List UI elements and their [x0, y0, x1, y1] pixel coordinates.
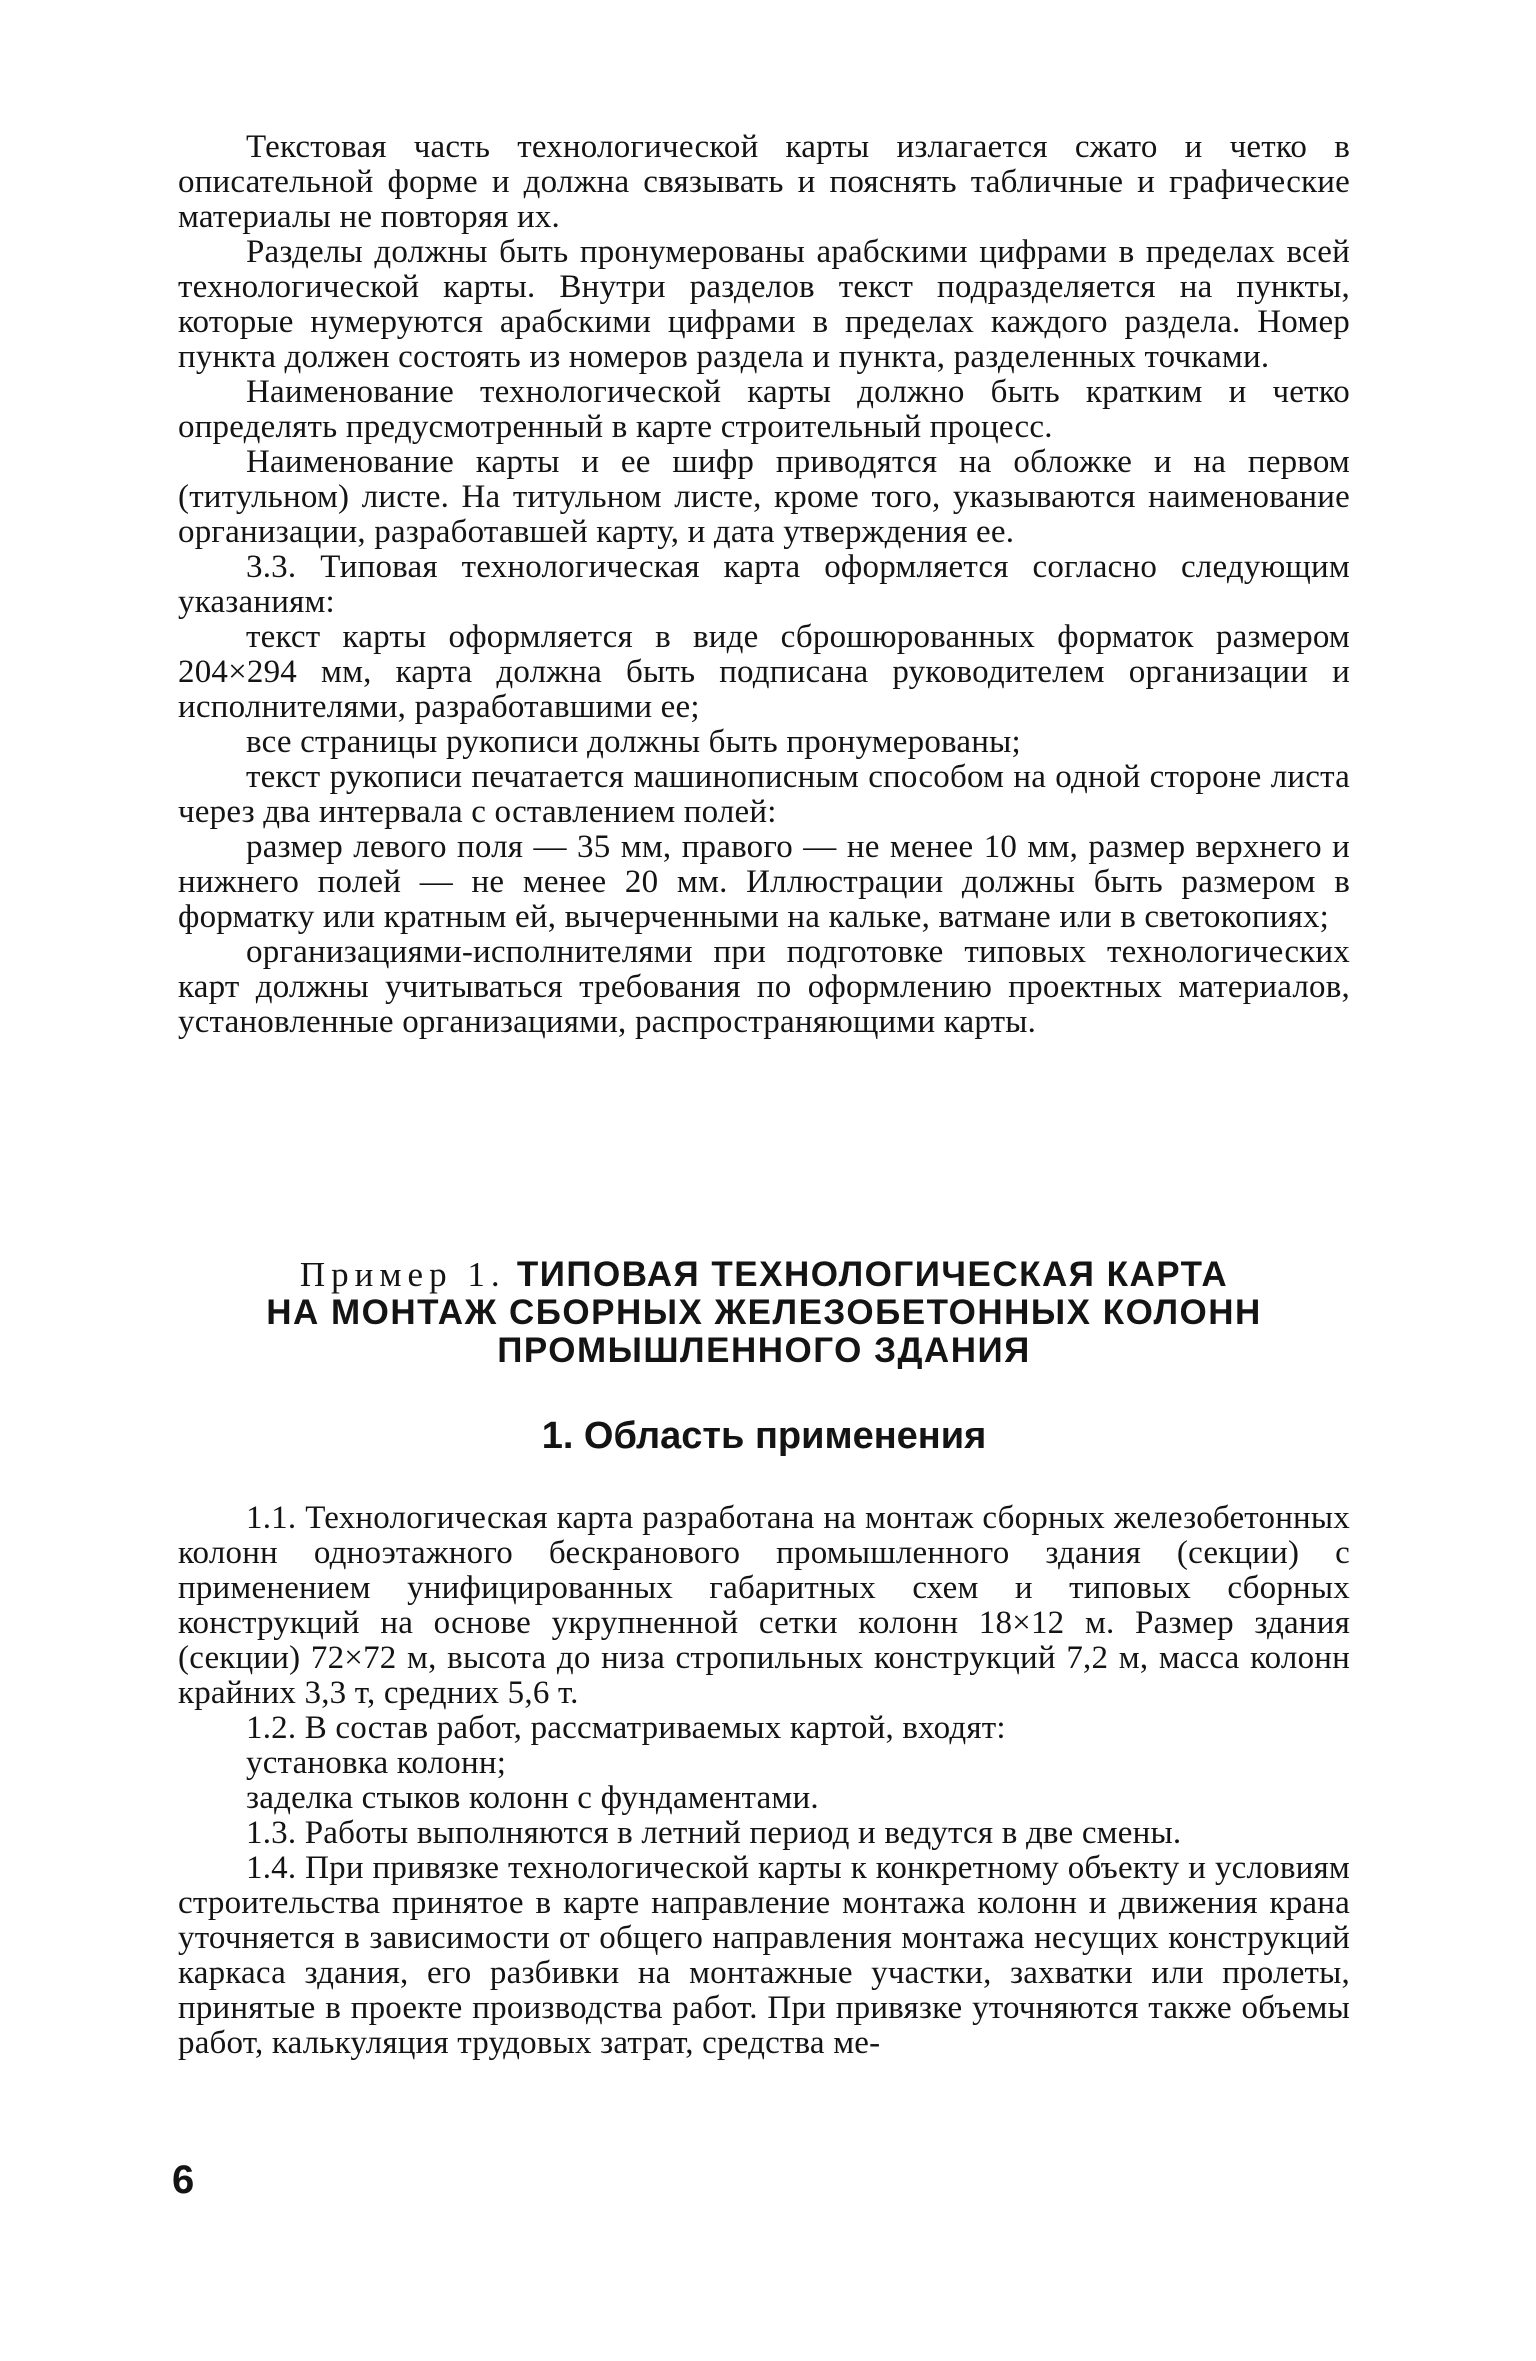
list-item-column-installation: установка колонн;	[246, 1745, 507, 1781]
paragraph-title-sheet: Наименование карты и ее шифр приводятся на обложке и на первом (титульном) листе. На титульном листе, кроме того, указываются наименование организации, разработавшей карту, и дата утверждения ее.	[178, 444, 1350, 550]
list-item-format-sheets: текст карты оформляется в виде сброшюрованных форматок размером 204×294 мм, карта должна быть подписана руководителем организации и исполнителями, разработавшими ее;	[178, 619, 1350, 725]
section-text-block	[178, 1501, 1350, 2061]
paragraph-1-3: 1.3. Работы выполняются в летний период и ведутся в две смены.	[246, 1815, 1182, 1851]
example-title-line-3: ПРОМЫШЛЕННОГО ЗДАНИЯ	[497, 1331, 1031, 1370]
list-item-page-numbering: все страницы рукописи должны быть пронумерованы;	[246, 724, 1021, 760]
list-item-joint-sealing: заделка стыков колонн с фундаментами.	[246, 1780, 819, 1816]
example-label: Пример 1.	[299, 1255, 506, 1294]
example-title-line-1-rest: ТИПОВАЯ ТЕХНОЛОГИЧЕСКАЯ КАРТА	[516, 1255, 1229, 1294]
intro-text-block	[178, 130, 1350, 1040]
paragraph-text-format: Текстовая часть технологической карты излагается сжато и четко в описательной форме и должна связывать и пояснять табличные и графические материалы не повторяя их.	[178, 129, 1350, 235]
paragraph-card-name: Наименование технологической карты должно быть кратким и четко определять предусмотренный в карте строительный процесс.	[178, 374, 1350, 445]
paragraph-1-4: 1.4. При привязке технологической карты к конкретному объекту и условиям строительства принятое в карте направление монтажа колонн и движения крана уточняется в зависимости от общего направления монтажа несущих конструкций каркаса здания, его разбивки на монтажные участки, захватки или пролеты, принятые в проекте производства работ. При привязке уточняются также объемы работ, калькуляция трудовых затрат, средства ме-	[178, 1850, 1350, 2061]
paragraph-clause-3-3: 3.3. Типовая технологическая карта оформляется согласно следующим указаниям:	[178, 549, 1350, 620]
page-number: 6	[172, 2158, 195, 2202]
example-title	[178, 1256, 1350, 1370]
paragraph-1-1: 1.1. Технологическая карта разработана на монтаж сборных железобетонных колонн одноэтажного бескранового промышленного здания (секции) с применением унифицированных габаритных схем и типовых сборных конструкций на основе укрупненной сетки колонн 18×12 м. Размер здания (секции) 72×72 м, высота до низа стропильных конструкций 7,2 м, масса колонн крайних 3,3 т, средних 5,6 т.	[178, 1500, 1350, 1711]
example-title-line-1	[178, 1256, 1350, 1294]
example-title-line-2: НА МОНТАЖ СБОРНЫХ ЖЕЛЕЗОБЕТОННЫХ КОЛОНН	[266, 1293, 1262, 1332]
list-item-margins: размер левого поля — 35 мм, правого — не менее 10 мм, размер верхнего и нижнего полей — не менее 20 мм. Иллюстрации должны быть размером в форматку или кратным ей, вычерченными на кальке, ватмане или в светокопиях;	[178, 829, 1350, 935]
section-heading: 1. Область применения	[541, 1415, 987, 1457]
list-item-requirements: организациями-исполнителями при подготовке типовых технологических карт должны учитываться требования по оформлению проектных материалов, установленные организациями, распространяющими карты.	[178, 934, 1350, 1040]
list-item-typing: текст рукописи печатается машинописным способом на одной стороне листа через два интервала с оставлением полей:	[178, 759, 1350, 830]
paragraph-1-2: 1.2. В состав работ, рассматриваемых картой, входят:	[246, 1710, 1006, 1746]
paragraph-section-numbering: Разделы должны быть пронумерованы арабскими цифрами в пределах всей технологической карты. Внутри разделов текст подразделяется на пункты, которые нумеруются арабскими цифрами в пределах каждого раздела. Номер пункта должен состоять из номеров раздела и пункта, разделенных точками.	[178, 234, 1350, 375]
